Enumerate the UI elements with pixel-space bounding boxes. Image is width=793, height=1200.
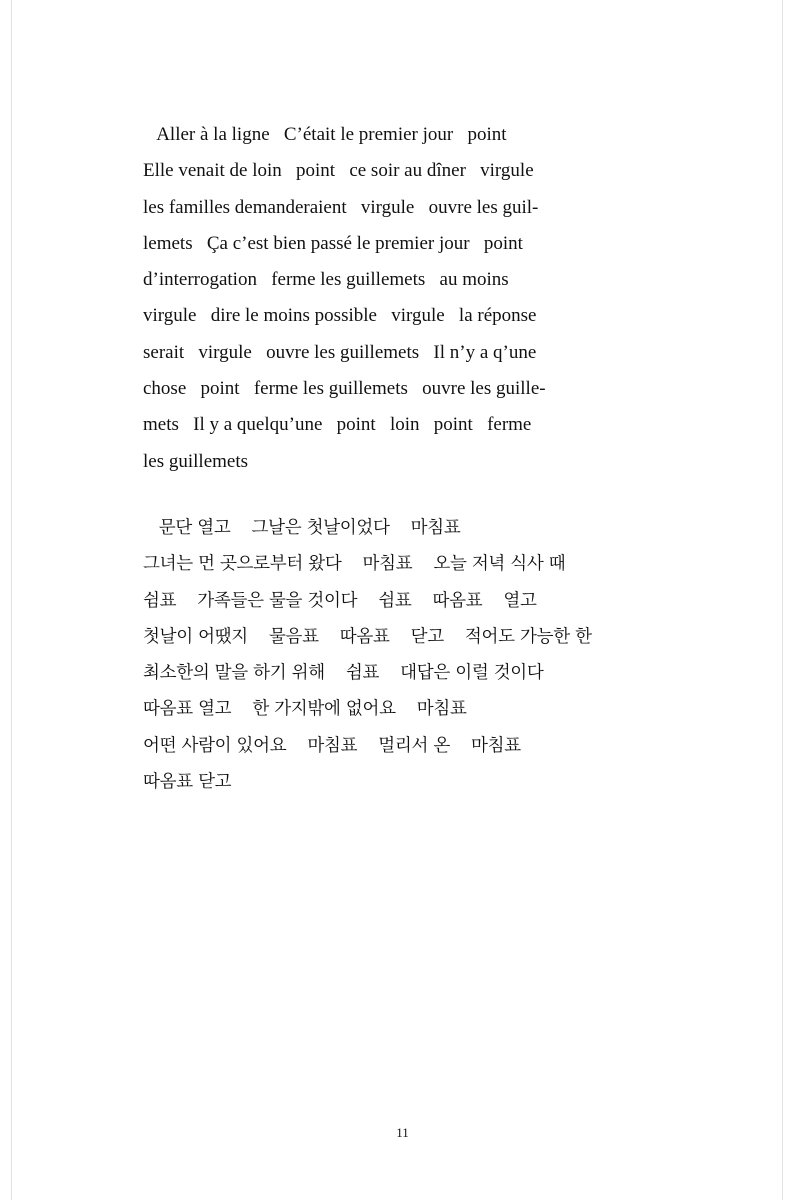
- paragraph-french: [143, 117, 613, 480]
- paragraph-korean: [143, 510, 613, 800]
- text-line: lemets Ça c’est bien passé le premier jour point: [143, 232, 523, 254]
- text-line: virgule dire le moins possible virgule la réponse: [143, 305, 537, 327]
- text-line: 그녀는 먼 곳으로부터 왔다 마침표 오늘 저녁 식사 때: [143, 554, 566, 575]
- text-line: Aller à la ligne C’était le premier jour point: [143, 124, 507, 145]
- text-line: les guillemets: [143, 450, 249, 472]
- text-line: serait virgule ouvre les guillemets Il n’y a q’une: [143, 341, 537, 363]
- page-edge-left: [11, 0, 12, 1200]
- text-line: 쉼표 가족들은 물을 것이다 쉼표 따옴표 열고: [143, 590, 537, 611]
- page-number: 11: [396, 1125, 409, 1140]
- text-line: 따옴표 닫고: [143, 772, 232, 793]
- text-line: d’interrogation ferme les guillemets au moins: [143, 269, 509, 291]
- text-line: 첫날이 어땠지 물음표 따옴표 닫고 적어도 가능한 한: [143, 626, 592, 647]
- text-line: 최소한의 말을 하기 위해 쉼표 대답은 이럴 것이다: [143, 663, 544, 684]
- text-line: les familles demanderaient virgule ouvre les guil-: [143, 196, 539, 218]
- text-line: 따옴표 열고 한 가지밖에 없어요 마침표: [143, 699, 467, 720]
- text-line: 문단 열고 그날은 첫날이었다 마침표: [143, 518, 461, 538]
- text-line: chose point ferme les guillemets ouvre les guille-: [143, 378, 546, 400]
- text-line: 어떤 사람이 있어요 마침표 멀리서 온 마침표: [143, 735, 521, 756]
- text-line: Elle venait de loin point ce soir au dîner virgule: [143, 160, 534, 182]
- page-edge-right: [782, 0, 783, 1200]
- text-line: mets Il y a quelqu’une point loin point ferme: [143, 414, 532, 436]
